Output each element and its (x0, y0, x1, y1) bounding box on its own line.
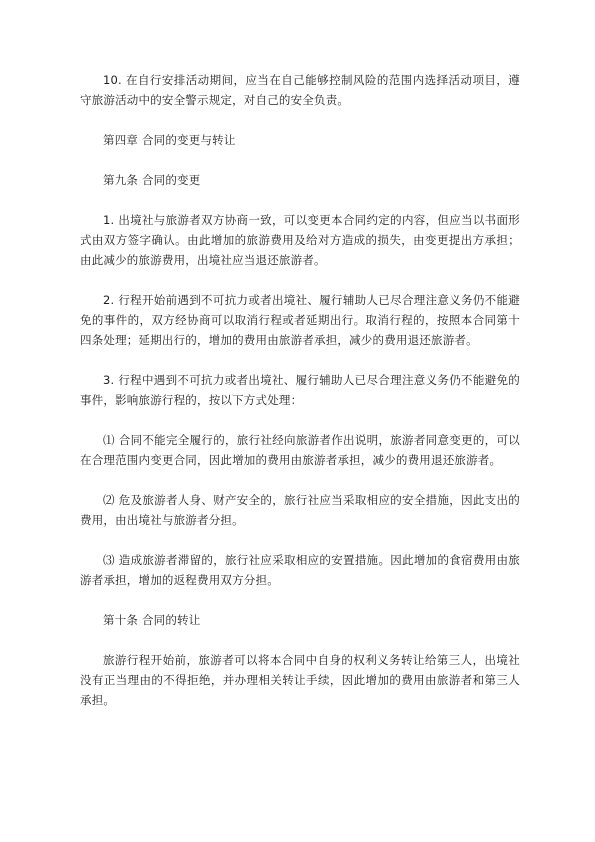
document-page (80, 70, 520, 730)
article-10-heading: 第十条 合同的转让 (103, 613, 201, 627)
paragraph-safety-responsibility: 10. 在自行安排活动期间，应当在自己能够控制风险的范围内选择活动项目，遵守旅游活动中的安全警示规定，对自己的安全负责。 (80, 73, 520, 107)
chapter-heading: 第四章 合同的变更与转让 (103, 133, 236, 147)
article-9-item-1: 1. 出境社与旅游者双方协商一致，可以变更本合同约定的内容，但应当以书面形式由双方签字确认。由此增加的旅游费用及给对方造成的损失，由变更提出方承担；由此减少的旅游费用，出境社应当退还旅游者。 (80, 213, 520, 267)
article-9-item-2: 2. 行程开始前遇到不可抗力或者出境社、履行辅助人已尽合理注意义务仍不能避免的事件的，双方经协商可以取消行程或者延期出行。取消行程的，按照本合同第十四条处理；延期出行的，增加的费用由旅游者承担，减少的费用退还旅游者。 (80, 293, 520, 347)
article-10-body: 旅游行程开始前，旅游者可以将本合同中自身的权利义务转让给第三人，出境社没有正当理由的不得拒绝，并办理相关转让手续，因此增加的费用由旅游者和第三人承担。 (80, 653, 520, 707)
article-9-item-3-sub-1: ⑴ 合同不能完全履行的，旅行社经向旅游者作出说明，旅游者同意变更的，可以在合理范围内变更合同，因此增加的费用由旅游者承担，减少的费用退还旅游者。 (80, 433, 520, 467)
article-9-item-3: 3. 行程中遇到不可抗力或者出境社、履行辅助人已尽合理注意义务仍不能避免的事件，影响旅游行程的，按以下方式处理： (80, 373, 520, 407)
article-9-item-3-sub-2: ⑵ 危及旅游者人身、财产安全的，旅行社应当采取相应的安全措施，因此支出的费用，由出境社与旅游者分担。 (80, 493, 520, 527)
article-9-item-3-sub-3: ⑶ 造成旅游者滞留的，旅行社应采取相应的安置措施。因此增加的食宿费用由旅游者承担，增加的返程费用双方分担。 (80, 553, 520, 587)
article-9-heading: 第九条 合同的变更 (103, 173, 201, 187)
